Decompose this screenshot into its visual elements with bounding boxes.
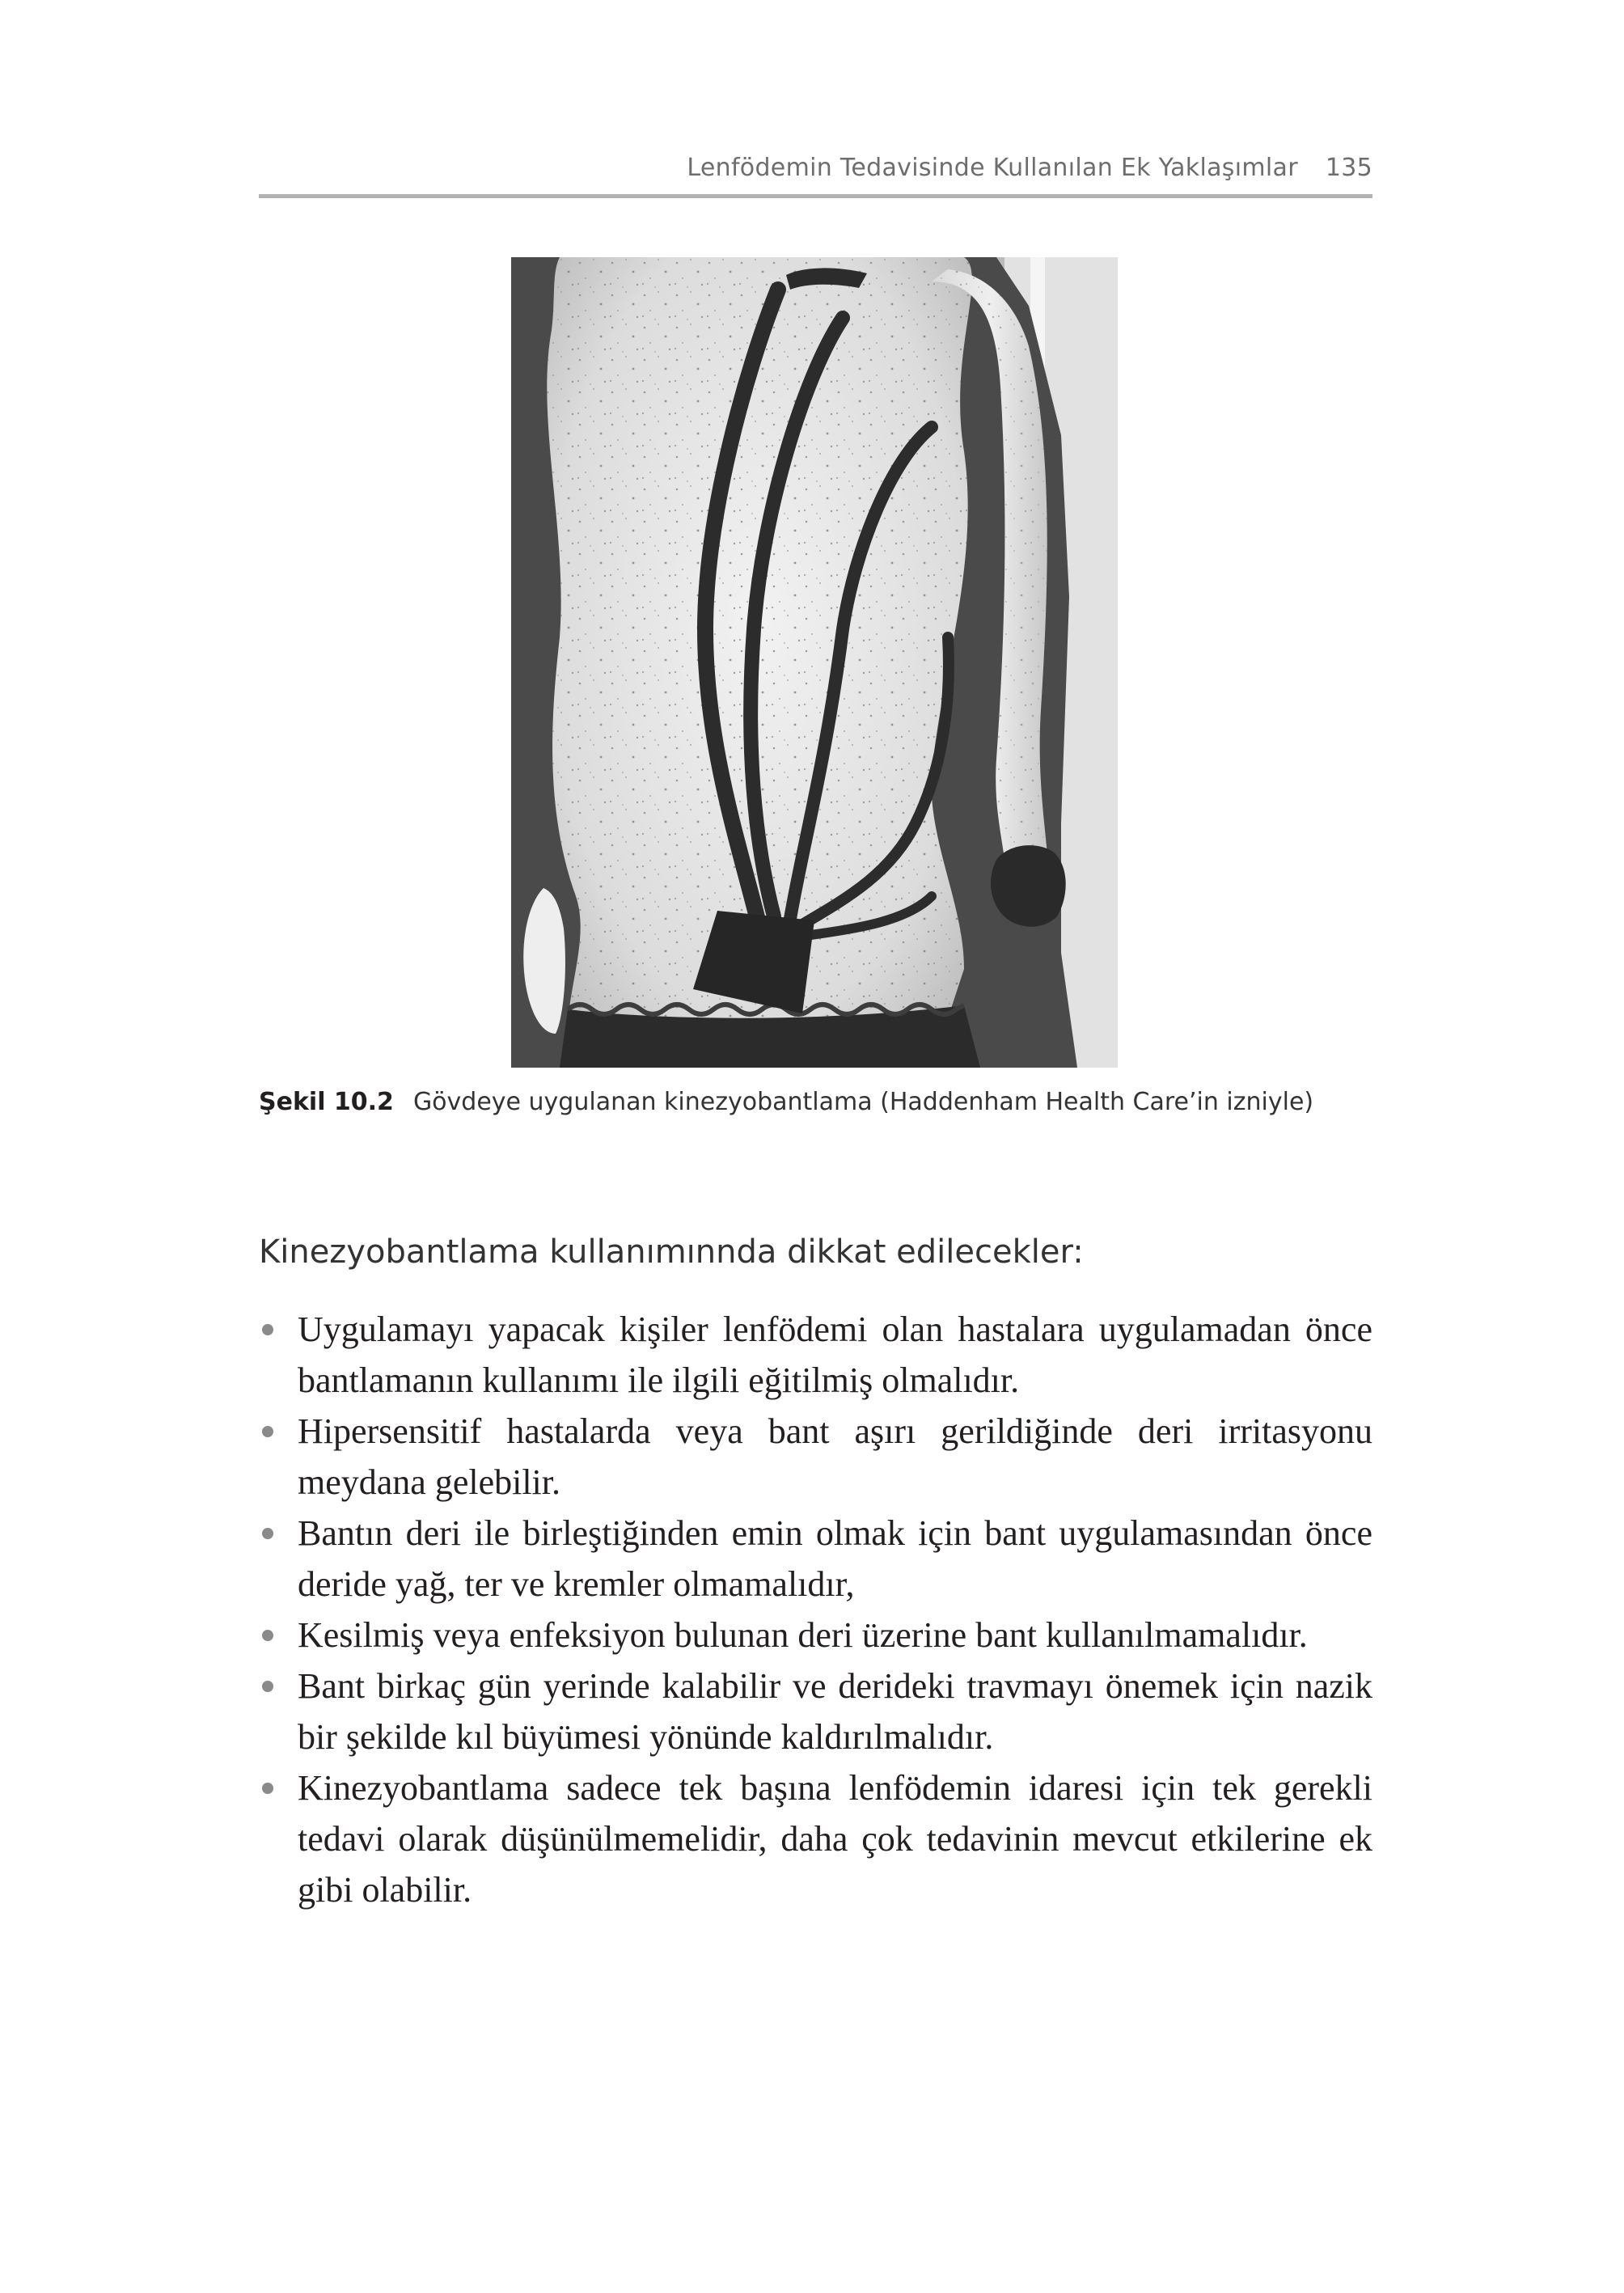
list-item-text: Kinezyobantlama sadece tek başına lenfödemin idaresi için tek gerekli tedavi olarak düşünülmemelidir, daha çok tedavinin mevcut etkilerine ek gibi olabilir. (298, 1768, 1372, 1910)
page-number: 135 (1325, 154, 1372, 182)
bullet-icon (262, 1630, 273, 1641)
bullet-icon (262, 1528, 273, 1539)
figure-caption (259, 1088, 1372, 1116)
list-item-text: Bantın deri ile birleştiğinden emin olmak için bant uygulamasından önce deride yağ, ter ve kremler olmamalıdır, (298, 1513, 1372, 1604)
list-item-text: Kesilmiş veya enfeksiyon bulunan deri üzerine bant kullanılmamalıdır. (298, 1615, 1308, 1655)
bullet-icon (262, 1783, 273, 1794)
list-item (259, 1661, 1372, 1762)
running-header (259, 154, 1372, 182)
list-item (259, 1304, 1372, 1406)
list-item-text: Uygulamayı yapacak kişiler lenfödemi olan hastalara uygulamadan önce bantlamanın kullanımı ile ilgili eğitilmiş olmalıdır. (298, 1309, 1372, 1400)
bullet-icon (262, 1426, 273, 1437)
precautions-list (259, 1304, 1372, 1915)
section-heading: Kinezyobantlama kullanımınnda dikkat edilecekler: (259, 1233, 1084, 1271)
bullet-icon (262, 1681, 273, 1692)
running-title: Lenfödemin Tedavisinde Kullanılan Ek Yaklaşımlar (687, 154, 1298, 182)
list-item (259, 1762, 1372, 1915)
list-item (259, 1406, 1372, 1508)
kinesio-tape-photo (511, 257, 1118, 1068)
list-item (259, 1610, 1372, 1661)
list-item-text: Hipersensitif hastalarda veya bant aşırı gerildiğinde deri irritasyonu meydana gelebilir. (298, 1411, 1372, 1502)
header-rule (259, 194, 1372, 198)
list-item-text: Bant birkaç gün yerinde kalabilir ve derideki travmayı önemek için nazik bir şekilde kıl büyümesi yönünde kaldırılmalıdır. (298, 1666, 1372, 1757)
figure-number: Şekil 10.2 (259, 1088, 394, 1116)
figure-caption-text: Gövdeye uygulanan kinezyobantlama (Haddenham Health Care’in izniyle) (412, 1088, 1314, 1116)
figure-photo (511, 257, 1118, 1068)
list-item (259, 1508, 1372, 1610)
bullet-icon (262, 1324, 273, 1335)
